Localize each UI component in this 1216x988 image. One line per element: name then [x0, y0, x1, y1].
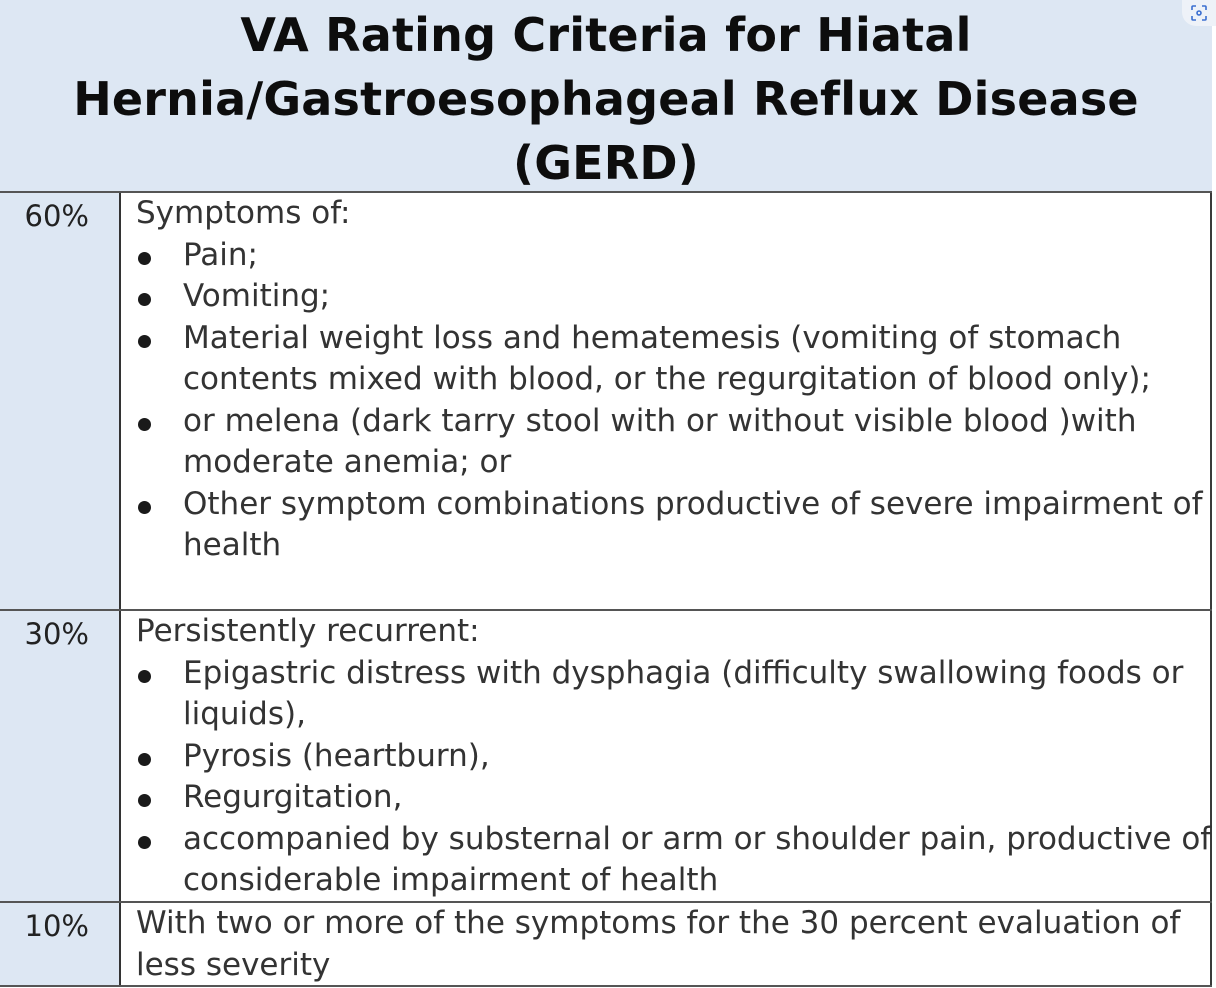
page-title: [0, 3, 1212, 195]
visual-search-button[interactable]: [1182, 0, 1216, 26]
list-item: Epigastric distress with dysphagia (difficulty swallowing foods or liquids),: [136, 653, 1212, 736]
list-item: Vomiting;: [136, 276, 1212, 318]
symptom-list: [136, 235, 1212, 567]
rating-description: [121, 903, 1212, 985]
rating-row-30: [0, 611, 1212, 903]
visual-search-icon: [1190, 4, 1208, 22]
table-header: [0, 0, 1212, 193]
bullet-icon: [138, 252, 151, 265]
list-item: Pain;: [136, 235, 1212, 277]
rating-description: [121, 611, 1212, 901]
bullet-icon: [138, 670, 151, 683]
title-line-1: VA Rating Criteria for Hiatal: [240, 8, 972, 62]
rating-description: [121, 193, 1212, 609]
rating-row-60: [0, 193, 1212, 611]
rating-percent: 10%: [0, 903, 121, 985]
rating-percent: 30%: [0, 611, 121, 901]
list-item: accompanied by substernal or arm or shoulder pain, productive of considerable impairment of health: [136, 819, 1212, 902]
bullet-icon: [138, 753, 151, 766]
list-item: Other symptom combinations productive of severe impairment of health: [136, 484, 1212, 567]
list-item: Material weight loss and hematemesis (vomiting of stomach contents mixed with blood, or the regurgitation of blood only);: [136, 318, 1212, 401]
bullet-icon: [138, 794, 151, 807]
bullet-icon: [138, 501, 151, 514]
title-line-2: Hernia/Gastroesophageal Reflux Disease: [73, 72, 1139, 126]
rating-lead: Symptoms of:: [136, 195, 351, 231]
rating-lead: Persistently recurrent:: [136, 613, 480, 649]
rating-percent: 60%: [0, 193, 121, 609]
list-item: Pyrosis (heartburn),: [136, 736, 1212, 778]
bullet-icon: [138, 418, 151, 431]
rating-lead: With two or more of the symptoms for the 30 percent evaluation of less severity: [136, 905, 1181, 983]
bullet-icon: [138, 335, 151, 348]
bullet-icon: [138, 836, 151, 849]
bullet-icon: [138, 293, 151, 306]
list-item: Regurgitation,: [136, 777, 1212, 819]
symptom-list: [136, 653, 1212, 902]
list-item: or melena (dark tarry stool with or without visible blood )with moderate anemia; or: [136, 401, 1212, 484]
title-line-3: (GERD): [512, 136, 700, 190]
rating-row-10: [0, 903, 1212, 987]
